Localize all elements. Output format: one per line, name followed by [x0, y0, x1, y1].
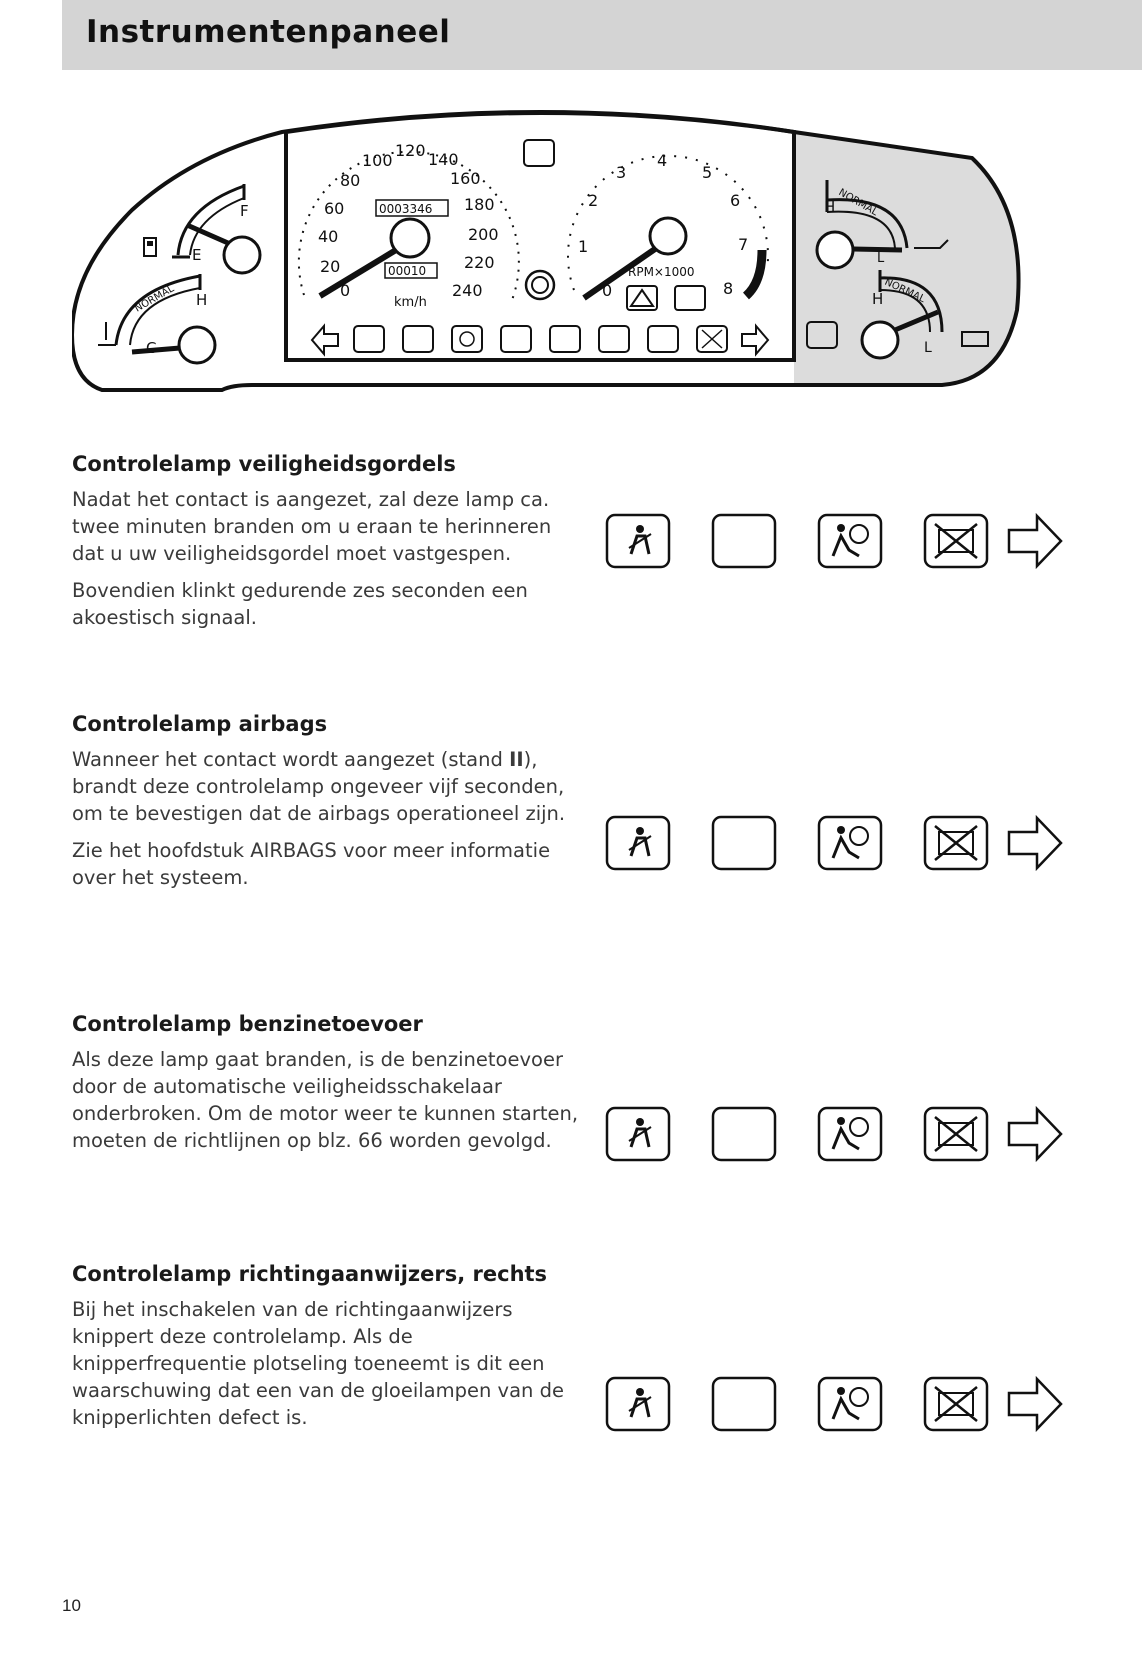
warning-icons-drawing: [605, 1103, 1090, 1165]
right-arrow-icon: [1009, 1109, 1061, 1159]
fuel-cutoff-icon: [925, 817, 987, 869]
blank-lamp-icon: [713, 515, 775, 567]
rpm-tick-5: 5: [702, 163, 713, 182]
blank-indicator-icon: [599, 326, 629, 352]
right-arrow-icon: [1009, 516, 1061, 566]
airbag-icon: [819, 1108, 881, 1160]
section-paragraph: Nadat het contact is aangezet, zal deze lamp ca. twee minuten branden om u eraan te herinneren dat u uw veiligheidsgordel moet vastgespen.: [72, 488, 552, 565]
fuel-pump-icon: [144, 238, 156, 256]
rpm-tick-6: 6: [730, 191, 741, 210]
paragraph-intro: Wanneer het contact wordt aangezet (stand: [72, 748, 510, 771]
speedometer: [299, 141, 519, 310]
door-open-indicator-icon: [675, 286, 705, 310]
section-paragraph: Als deze lamp gaat branden, is de benzinetoevoer door de automatische veiligheidsschakelaar onderbroken. Om de motor weer te kunnen starten, moeten de richtlijnen op blz. 66 worden gevolgd.: [72, 1048, 579, 1152]
indicator-lamp-row: [312, 326, 768, 354]
warning-icons-drawing: [605, 510, 1090, 572]
speed-tick-60: 60: [324, 199, 345, 218]
section-right-indicator: [72, 1262, 582, 1441]
rpm-tick-0: 0: [602, 281, 613, 300]
rpm-tick-4: 4: [657, 151, 668, 170]
temp-hot-label: H: [196, 291, 208, 309]
airbag-icon: [819, 515, 881, 567]
voltage-low-label: L: [924, 340, 932, 356]
fuel-full-label: F: [240, 202, 249, 220]
section-airbags: [72, 712, 582, 901]
warning-icon-row: [605, 812, 1090, 874]
seatbelt-indicator-icon: [550, 326, 580, 352]
fuel-cutoff-icon: [925, 1108, 987, 1160]
oil-low-label: L: [877, 251, 885, 266]
fuel-gauge: [144, 184, 260, 273]
warning-icons-drawing: [605, 1373, 1090, 1435]
page-number: 10: [62, 1596, 81, 1615]
speed-tick-120: 120: [395, 141, 426, 160]
rpm-tick-8: 8: [723, 279, 734, 298]
oil-normal-label: NORMAL: [836, 187, 880, 219]
seatbelt-icon: [607, 1108, 669, 1160]
warning-icon-row: [605, 1103, 1090, 1165]
rpm-tick-7: 7: [738, 235, 749, 254]
speed-tick-20: 20: [320, 257, 341, 276]
temp-cold-label: C: [146, 339, 157, 357]
fuel-empty-label: E: [192, 246, 202, 264]
speed-tick-200: 200: [468, 225, 499, 244]
oil-hot-label: H: [824, 198, 836, 216]
turn-left-indicator-icon: [312, 326, 338, 354]
blank-lamp-icon: [713, 1108, 775, 1160]
right-arrow-icon: [1009, 1379, 1061, 1429]
right-arrow-icon: [1009, 818, 1061, 868]
instrument-cluster-drawing: [72, 100, 1072, 410]
page-title: Instrumentenpaneel: [86, 14, 451, 50]
rpm-unit-label: RPM×1000: [628, 265, 695, 279]
low-fuel-indicator-icon: [354, 326, 384, 352]
charge-indicator-icon: [501, 326, 531, 352]
section-title: Controlelamp airbags: [72, 712, 328, 736]
voltage-normal-label: NORMAL: [882, 276, 927, 306]
rpm-tick-2: 2: [588, 191, 599, 210]
speed-tick-180: 180: [464, 195, 495, 214]
seatbelt-icon: [607, 1378, 669, 1430]
blank-lamp-icon: [713, 1378, 775, 1430]
fuel-cutoff-icon: [925, 1378, 987, 1430]
odometer-display: 0003346: [379, 202, 433, 216]
section-paragraph: Zie het hoofdstuk AIRBAGS voor meer informatie over het systeem.: [72, 839, 551, 889]
ignition-position: II: [509, 748, 524, 771]
speed-unit-label: km/h: [394, 295, 427, 310]
section-title: Controlelamp veiligheidsgordels: [72, 452, 456, 476]
speed-tick-240: 240: [452, 281, 483, 300]
warning-icon-row: [605, 1373, 1090, 1435]
section-seatbelt: [72, 452, 582, 641]
trip-meter-display: 00010: [388, 264, 427, 278]
trip-reset-knob: [526, 271, 554, 299]
airbag-icon: [819, 1378, 881, 1430]
headlight-indicator-icon: [524, 140, 554, 166]
rpm-tick-1: 1: [578, 237, 589, 256]
section-fuel-supply: [72, 1012, 582, 1164]
section-paragraph: Bij het inschakelen van de richtingaanwijzers knippert deze controlelamp. Als de knipperfrequentie plotseling toeneemt is dit een waarschuwing dat een van de gloeilampen van de knipperlichten defect is.: [72, 1298, 564, 1429]
tachometer: [568, 151, 768, 310]
section-title: Controlelamp benzinetoevoer: [72, 1012, 423, 1036]
temperature-gauge: [98, 274, 215, 363]
speed-tick-0: 0: [340, 281, 351, 300]
section-paragraph: [72, 746, 582, 827]
instrument-cluster-illustration: [72, 100, 1072, 410]
speed-tick-160: 160: [450, 169, 481, 188]
fuel-cutoff-icon: [925, 515, 987, 567]
section-paragraph: Bovendien klinkt gedurende zes seconden een akoestisch signaal.: [72, 579, 528, 629]
airbag-icon: [819, 817, 881, 869]
airbag-indicator-icon: [648, 326, 678, 352]
section-title: Controlelamp richtingaanwijzers, rechts: [72, 1262, 548, 1286]
turn-right-indicator-icon: [742, 326, 768, 354]
speed-tick-40: 40: [318, 227, 339, 246]
brake-indicator-icon: [452, 326, 482, 352]
page-header: [62, 0, 1142, 70]
seatbelt-icon: [607, 817, 669, 869]
speed-tick-80: 80: [340, 171, 361, 190]
blank-lamp-icon: [713, 817, 775, 869]
voltage-hot-label: H: [872, 290, 884, 308]
paragraph-rest: ), brandt deze controlelamp ongeveer vijf seconden, om te bevestigen dat de airbags operationeel zijn.: [72, 748, 566, 825]
speed-tick-140: 140: [428, 150, 459, 169]
speed-tick-220: 220: [464, 253, 495, 272]
speed-tick-100: 100: [362, 151, 393, 170]
warning-icon-row: [605, 510, 1090, 572]
seatbelt-icon: [607, 515, 669, 567]
warning-icons-drawing: [605, 812, 1090, 874]
rpm-tick-3: 3: [616, 163, 627, 182]
temp-normal-label: NORMAL: [133, 283, 177, 315]
glow-plug-indicator-icon: [403, 326, 433, 352]
